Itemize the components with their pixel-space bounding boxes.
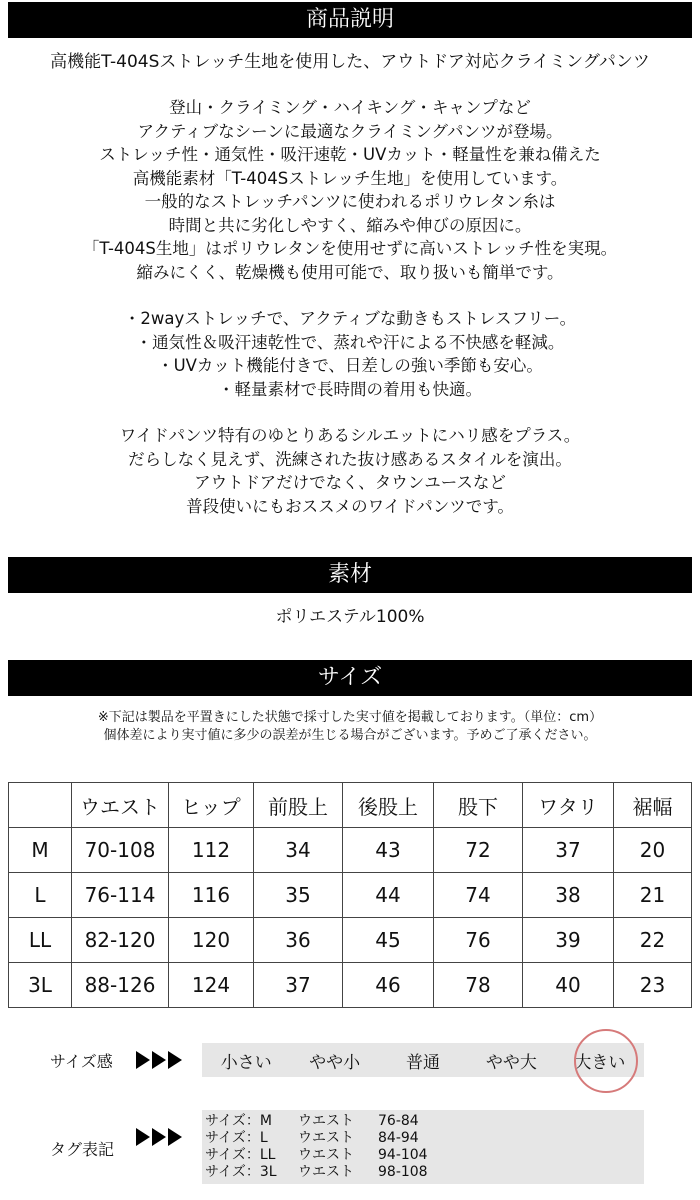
table-cell: 43 <box>343 828 434 873</box>
arrows-icon <box>136 1128 182 1146</box>
table-cell: 21 <box>614 873 692 918</box>
table-cell: 72 <box>434 828 523 873</box>
table-cell: 34 <box>254 828 343 873</box>
table-cell: 78 <box>434 963 523 1008</box>
table-row <box>9 873 692 918</box>
tag-size: サイズ：M <box>205 1113 272 1129</box>
tag-waist-label: ウエスト <box>298 1130 354 1146</box>
table-cell: 120 <box>169 918 254 963</box>
table-cell: 39 <box>523 918 614 963</box>
header-cell: 股下 <box>434 783 523 828</box>
fit-option-selected: 大きい <box>574 1052 626 1073</box>
tag-row <box>202 1164 644 1181</box>
lead-text: 高機能T-404Sストレッチ生地を使用した、アウトドア対応クライミングパンツ <box>50 52 650 72</box>
tag-waist-value: 84-94 <box>378 1130 419 1146</box>
tag-waist-label: ウエスト <box>298 1164 354 1180</box>
tag-row <box>202 1147 644 1164</box>
table-cell: 76-114 <box>72 873 169 918</box>
size-note-line-1: ※下記は製品を平置きにした状態で採寸した実寸値を掲載しております。（単位：cm） <box>97 710 603 725</box>
tag-row <box>202 1130 644 1147</box>
fit-label: サイズ感 <box>50 1052 113 1071</box>
tag-waist-value: 98-108 <box>378 1164 428 1180</box>
fit-option: 小さい <box>220 1052 272 1073</box>
size-table-header-row <box>9 783 692 828</box>
table-cell: 40 <box>523 963 614 1008</box>
table-cell: 45 <box>343 918 434 963</box>
table-row <box>9 963 692 1008</box>
table-row <box>9 918 692 963</box>
tag-waist-value: 76-84 <box>378 1113 419 1129</box>
header-cell: ワタリ <box>523 783 614 828</box>
tag-size: サイズ：3L <box>205 1164 277 1180</box>
arrows-icon <box>136 1051 182 1069</box>
selected-circle-icon <box>574 1029 638 1093</box>
size-cell: L <box>9 873 72 918</box>
table-row <box>9 828 692 873</box>
header-cell: 前股上 <box>254 783 343 828</box>
table-cell: 37 <box>523 828 614 873</box>
table-cell: 35 <box>254 873 343 918</box>
tag-waist-value: 94-104 <box>378 1147 428 1163</box>
tag-size: サイズ：LL <box>205 1147 276 1163</box>
header-cell: ヒップ <box>169 783 254 828</box>
section-header-material: 素材 <box>8 557 692 593</box>
section-header-description: 商品説明 <box>8 2 692 38</box>
tag-box <box>202 1110 644 1184</box>
table-cell: 124 <box>169 963 254 1008</box>
size-cell: M <box>9 828 72 873</box>
fit-option: 普通 <box>406 1052 441 1073</box>
section-header-size: サイズ <box>8 660 692 696</box>
table-cell: 44 <box>343 873 434 918</box>
fit-option: やや小 <box>309 1052 361 1073</box>
paragraph-style: ワイドパンツ特有のゆとりあるシルエットにハリ感をプラス。 だらしなく見えず、洗練された抜け感あるスタイルを演出。 アウトドアだけでなく、タウンユースなど 普段使いにもおススメのワイドパンツです。 <box>119 426 581 516</box>
header-cell <box>9 783 72 828</box>
paragraph-intro: 登山・クライミング・ハイキング・キャンプなど アクティブなシーンに最適なクライミングパンツが登場。 ストレッチ性・通気性・吸汗速乾・UVカット・軽量性を兼ね備えた 高機能素材「T-404Sストレッチ生地」を使用しています。 一般的なストレッチパンツに使われるポリウレタン糸は 時間と共に劣化しやすく、縮みや伸びの原因に。 「T-404S生地」はポリウレタンを使用せずに高いストレッチ性を実現。 縮みにくく、乾燥機も使用可能で、取り扱いも簡単です。 <box>82 98 618 282</box>
header-cell: ウエスト <box>72 783 169 828</box>
size-cell: LL <box>9 918 72 963</box>
size-cell: 3L <box>9 963 72 1008</box>
table-cell: 36 <box>254 918 343 963</box>
table-cell: 74 <box>434 873 523 918</box>
material-text: ポリエステル100% <box>275 607 425 627</box>
tag-label: タグ表記 <box>50 1140 115 1159</box>
tag-waist-label: ウエスト <box>298 1147 354 1163</box>
table-cell: 82-120 <box>72 918 169 963</box>
table-cell: 23 <box>614 963 692 1008</box>
size-table <box>8 782 692 1008</box>
tag-size: サイズ：L <box>205 1130 268 1146</box>
table-cell: 38 <box>523 873 614 918</box>
table-cell: 88-126 <box>72 963 169 1008</box>
table-cell: 20 <box>614 828 692 873</box>
table-cell: 116 <box>169 873 254 918</box>
tag-waist-label: ウエスト <box>298 1113 354 1129</box>
paragraph-features: ・2wayストレッチで、アクティブな動きもストレスフリー。 ・通気性＆吸汗速乾性で、蒸れや汗による不快感を軽減。 ・UVカット機能付きで、日差しの強い季節も安心。 ・軽量素材で長時間の着用も快適。 <box>123 309 577 399</box>
header-cell: 後股上 <box>343 783 434 828</box>
table-cell: 76 <box>434 918 523 963</box>
table-cell: 46 <box>343 963 434 1008</box>
tag-row <box>202 1113 644 1130</box>
table-cell: 22 <box>614 918 692 963</box>
header-cell: 裾幅 <box>614 783 692 828</box>
size-note-line-2: 個体差により実寸値に多少の誤差が生じる場合がございます。予めご了承ください。 <box>103 728 597 743</box>
table-cell: 70-108 <box>72 828 169 873</box>
table-cell: 37 <box>254 963 343 1008</box>
fit-option: やや大 <box>485 1052 537 1073</box>
table-cell: 112 <box>169 828 254 873</box>
